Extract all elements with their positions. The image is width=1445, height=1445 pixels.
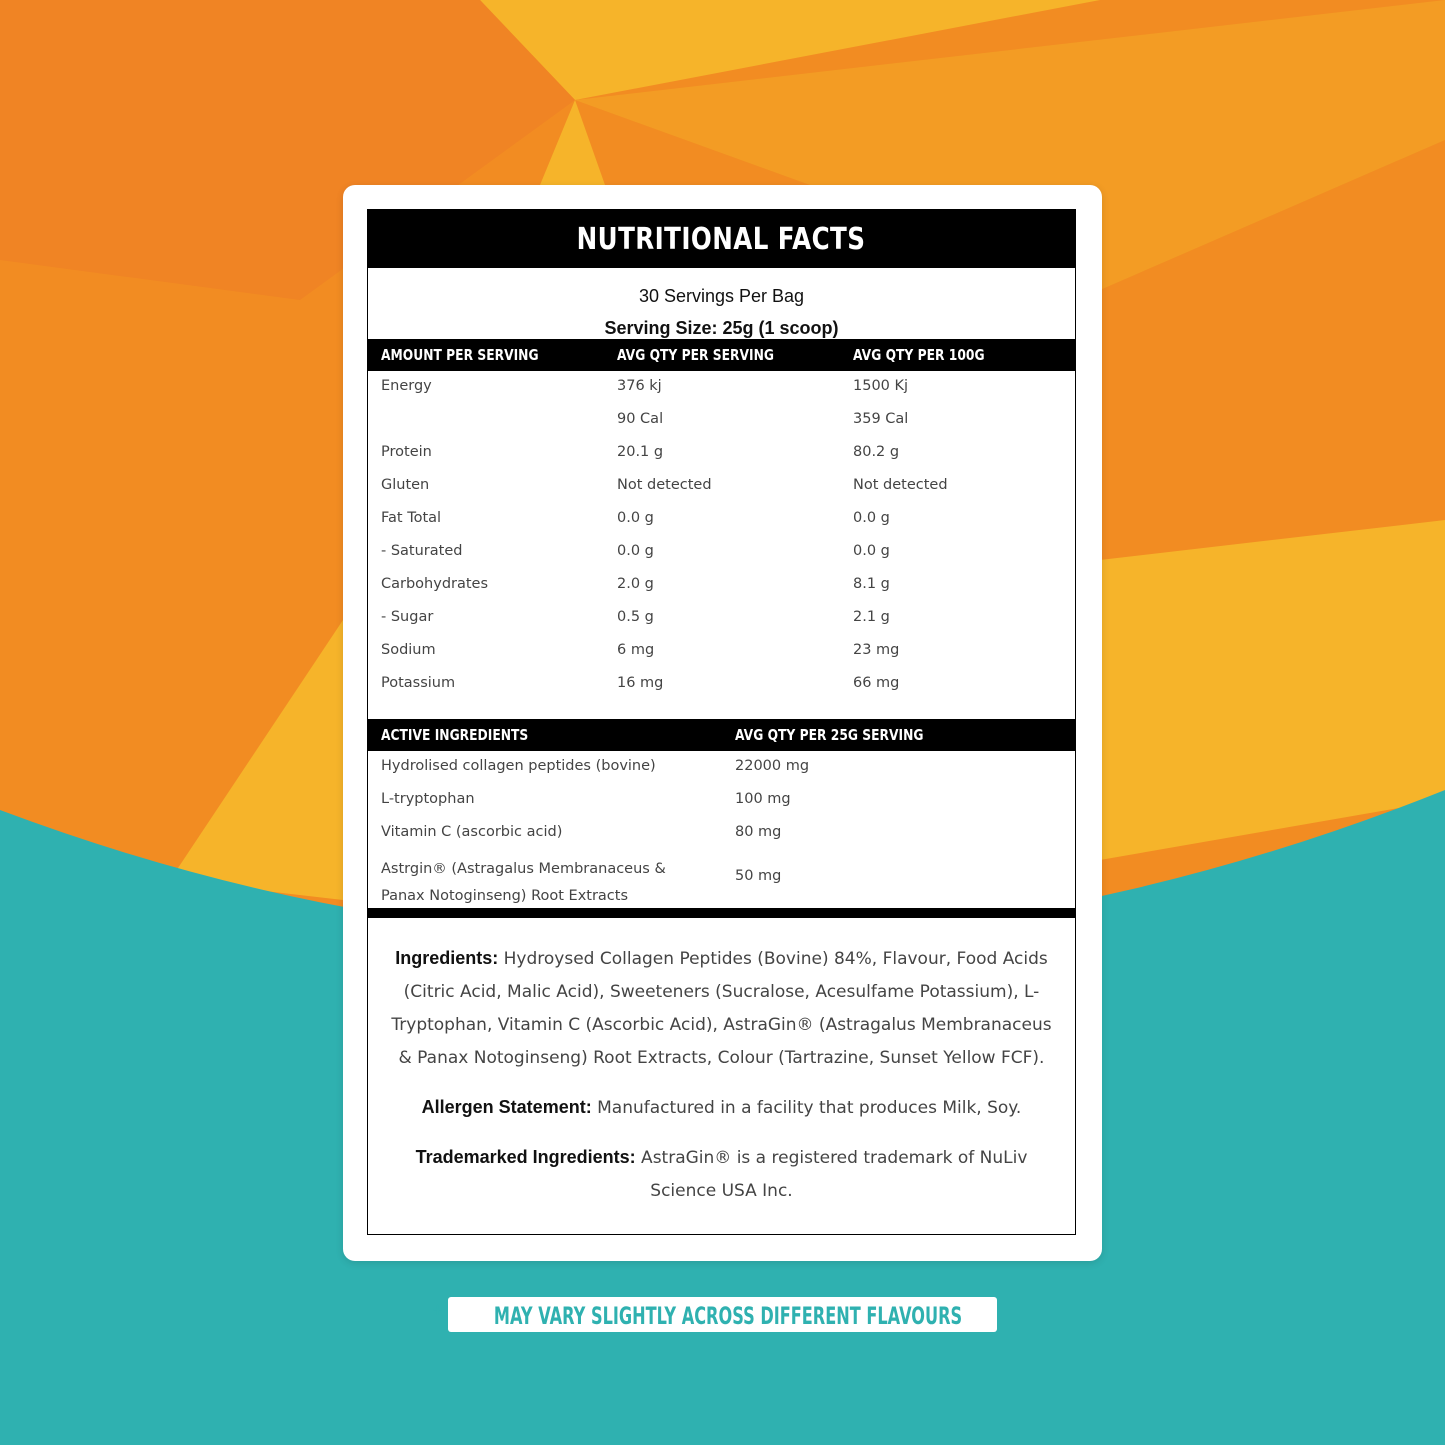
- qty-per-100g: 23 mg: [853, 642, 900, 658]
- nutrient-name: Protein: [381, 444, 432, 460]
- qty-per-serving: 0.0 g: [617, 510, 654, 526]
- table-row: [368, 536, 1075, 569]
- table-row: [368, 602, 1075, 635]
- serving-size: Serving Size: 25g (1 scoop): [604, 318, 839, 338]
- ingredient-qty: 80 mg: [735, 824, 782, 840]
- servings-per-bag: 30 Servings Per Bag: [638, 286, 805, 306]
- ingredient-name: L-tryptophan: [381, 791, 475, 807]
- nutrient-name: Fat Total: [381, 510, 442, 526]
- active-ingredient-rows: [368, 751, 1075, 908]
- qty-per-serving: 6 mg: [617, 642, 655, 658]
- column-header: AVG QTY PER SERVING: [617, 346, 775, 364]
- qty-per-100g: 8.1 g: [853, 576, 890, 592]
- ingredients-text: Hydroysed Collagen Peptides (Bovine) 84%, Flavour, Food Acids (Citric Acid, Malic Acid), Sweeteners (Sucralose, Acesulfame Potassium), L-Tryptophan, Vitamin C (Ascorbic Acid), AstraGin® (Astragalus Membranaceus & Panax Notoginseng) Root Extracts, Colour (Tartrazine, Sunset Yellow FCF).: [391, 949, 1052, 1068]
- trademark-label: Trademarked Ingredients:: [415, 1147, 636, 1167]
- qty-per-100g: 80.2 g: [853, 444, 900, 460]
- column-header: AVG QTY PER 100G: [853, 346, 985, 364]
- flavour-disclaimer: [431, 1297, 997, 1332]
- qty-per-serving: 2.0 g: [617, 576, 654, 592]
- nutrition-rows: [368, 371, 1075, 719]
- table-row: [368, 635, 1075, 668]
- nutrient-name: Energy: [381, 378, 432, 394]
- nutrient-name: Carbohydrates: [381, 576, 489, 592]
- disclaimer-text: MAY VARY SLIGHTLY ACROSS DIFFERENT FLAVOURS: [493, 1301, 963, 1330]
- nutrition-header-row: [368, 339, 1075, 371]
- trademark-statement: [386, 1141, 1057, 1208]
- nutrient-name: Gluten: [381, 477, 430, 493]
- qty-per-serving: 20.1 g: [617, 444, 664, 460]
- table-row: [368, 668, 1075, 701]
- nutrition-label: [367, 209, 1076, 1235]
- qty-per-serving: Not detected: [617, 477, 712, 493]
- allergen-statement: [386, 1091, 1057, 1125]
- active-ingredients-header-row: [368, 719, 1075, 751]
- qty-per-100g: 0.0 g: [853, 543, 890, 559]
- serving-info: [368, 268, 1075, 339]
- table-row: [368, 470, 1075, 503]
- qty-per-100g: 0.0 g: [853, 510, 890, 526]
- ingredients-label: Ingredients:: [395, 948, 499, 968]
- qty-per-100g: 2.1 g: [853, 609, 890, 625]
- qty-per-100g: 66 mg: [853, 675, 900, 691]
- allergen-label: Allergen Statement:: [421, 1097, 592, 1117]
- table-row: [368, 850, 1075, 908]
- ingredient-name: Vitamin C (ascorbic acid): [381, 824, 563, 840]
- table-row: [368, 569, 1075, 602]
- page-title: NUTRITIONAL FACTS: [577, 221, 866, 257]
- column-header: AVG QTY PER 25G SERVING: [735, 726, 924, 744]
- table-row: [368, 751, 1075, 784]
- nutrient-name: Potassium: [381, 675, 456, 691]
- allergen-text: Manufactured in a facility that produces Milk, Soy.: [591, 1098, 1022, 1118]
- ingredient-qty: 100 mg: [735, 791, 791, 807]
- ingredient-name: Astrgin® (Astragalus Membranaceus & Panax Notoginseng) Root Extracts: [381, 861, 666, 904]
- nutrient-name: Sodium: [381, 642, 436, 658]
- ingredients-statement: [386, 942, 1057, 1075]
- table-row: [368, 437, 1075, 470]
- qty-per-serving: 376 kj: [617, 378, 662, 394]
- column-header: AMOUNT PER SERVING: [381, 346, 539, 364]
- qty-per-100g: 359 Cal: [853, 411, 909, 427]
- table-row: [368, 817, 1075, 850]
- nutrient-name: - Sugar: [381, 609, 434, 625]
- table-row: [368, 371, 1075, 404]
- column-header: ACTIVE INGREDIENTS: [381, 726, 529, 744]
- qty-per-serving: 0.0 g: [617, 543, 654, 559]
- title-bar: [368, 210, 1075, 268]
- qty-per-100g: Not detected: [853, 477, 948, 493]
- ingredient-qty: 50 mg: [735, 868, 782, 884]
- trademark-text: AstraGin® is a registered trademark of NuLiv Science USA Inc.: [635, 1148, 1028, 1201]
- disclaimer-mark: +: [431, 1299, 443, 1319]
- qty-per-serving: 90 Cal: [617, 411, 664, 427]
- label-notes: [368, 918, 1075, 1208]
- table-row: [368, 404, 1075, 437]
- nutrient-name: - Saturated: [381, 543, 463, 559]
- qty-per-100g: 1500 Kj: [853, 378, 909, 394]
- qty-per-serving: 0.5 g: [617, 609, 654, 625]
- ingredient-qty: 22000 mg: [735, 758, 810, 774]
- table-row: [368, 784, 1075, 817]
- table-row: [368, 503, 1075, 536]
- ingredient-name: Hydrolised collagen peptides (bovine): [381, 758, 656, 774]
- qty-per-serving: 16 mg: [617, 675, 664, 691]
- nutrition-card: [343, 185, 1102, 1261]
